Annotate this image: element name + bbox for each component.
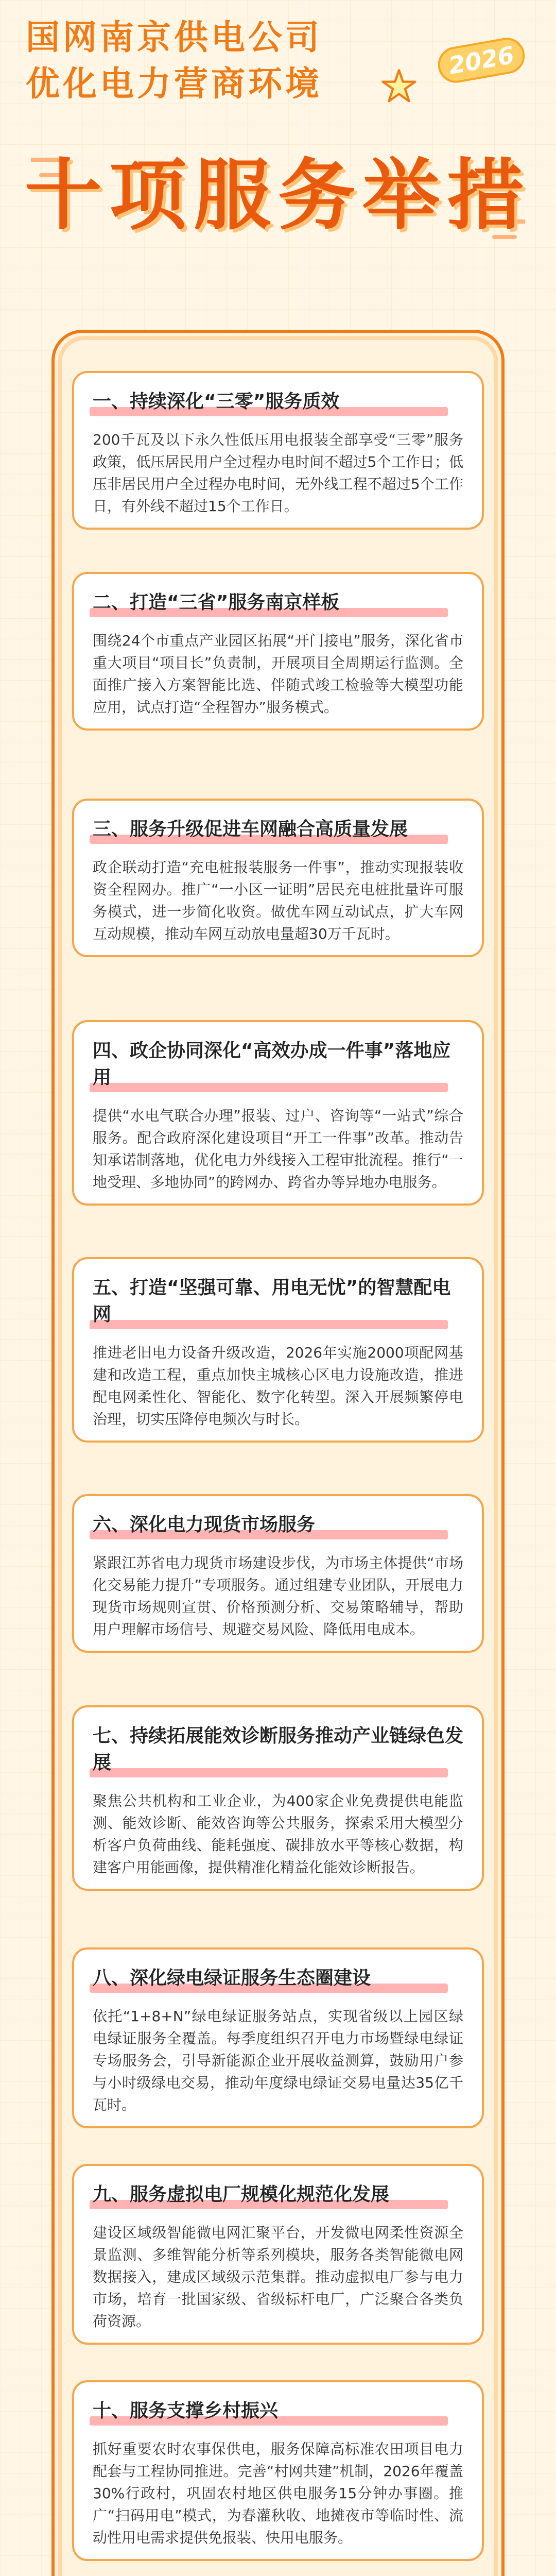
section-card-3: [72, 799, 484, 957]
section-card-5: [72, 1257, 484, 1443]
section-card-9: [72, 2164, 484, 2345]
section-body: 聚焦公共机构和工业企业，为400家企业免费提供电能监测、能效诊断、能效咨询等公共服务，探索采用大模型分析客户负荷曲线、能耗强度、碳排放水平等核心数据，构建客户用能画像，提供精准化精益化能效诊断报告。: [93, 1792, 463, 1876]
section-title: 二、打造“三省”服务南京样板: [88, 589, 468, 620]
section-card-7: [72, 1705, 484, 1891]
section-card-6: [72, 1494, 484, 1653]
section-body: 建设区域级智能微电网汇聚平台，开发微电网柔性资源全景监测、多维智能分析等系列模块，服务各类智能微电网数据接入，建成区域级示范集群。推动虚拟电厂参与电力市场，培育一批国家级、省级标杆电厂，广泛聚合各类负荷资源。: [93, 2224, 463, 2330]
section-title: 一、持续深化“三零”服务质效: [88, 388, 468, 419]
section-body: 依托“1+8+N”绿电绿证服务站点，实现省级以上园区绿电绿证服务全覆盖。每季度组织召开电力市场暨绿电绿证专场服务会，引导新能源企业开展收益测算，鼓励用户参与小时级绿电交易，推动年度绿电绿证交易电量达35亿千瓦时。: [93, 2008, 463, 2113]
section-title: 五、打造“坚强可靠、用电无忧”的智慧配电网: [88, 1275, 468, 1332]
section-title: 九、服务虚拟电厂规模化规范化发展: [88, 2181, 468, 2212]
section-body: 抓好重要农时农事保供电，服务保障高标准农田项目电力配套与工程协同推进。完善“村网共建”机制，2026年覆盖30%行政村，巩固农村地区供电服务15分钟办事圈。推广“扫码用电”模式，为春灌秋收、地摊夜市等临时性、流动性用电需求提供免报装、快用电服务。: [93, 2441, 463, 2546]
section-title: 八、深化绿电绿证服务生态圈建设: [88, 1965, 468, 1996]
section-body: 推进老旧电力设备升级改造，2026年实施2000项配网基建和改造工程，重点加快主城核心区电力设施改造，推进配电网柔性化、智能化、数字化转型。深入开展频繁停电治理，切实压降停电频次与时长。: [93, 1344, 463, 1428]
header-subtitle: 优化电力营商环境: [26, 64, 322, 104]
section-body: 紧跟江苏省电力现货市场建设步伐，为市场主体提供“市场化交易能力提升”专项服务。通过组建专业团队，开展电力现货市场规则宣贯、价格预测分析、交易策略辅导，帮助用户理解市场信号、规避交易风险、降低用电成本。: [93, 1554, 463, 1638]
section-title: 四、政企协同深化“高效办成一件事”落地应用: [88, 1038, 468, 1095]
section-title: 七、持续拓展能效诊断服务推动产业链绿色发展: [88, 1723, 468, 1781]
section-title: 十、服务支撑乡村振兴: [88, 2398, 468, 2429]
star-icon: [381, 68, 417, 104]
section-card-2: [72, 572, 484, 731]
main-title: 十项服务举措: [24, 151, 531, 241]
section-card-10: [72, 2380, 484, 2561]
section-body: 提供“水电气联合办理”报装、过户、咨询等“一站式”综合服务。配合政府深化建设项目“开工一件事”改革。推动告知承诺制落地，优化电力外线接入工程审批流程。推行“一地受理、多地协同”的跨网办、跨省办等异地办电服务。: [93, 1107, 463, 1191]
header: [0, 0, 556, 268]
year-badge: 2026: [435, 35, 528, 86]
section-card-4: [72, 1020, 484, 1206]
company-name: 国网南京供电公司: [26, 18, 322, 57]
section-body: 围绕24个市重点产业园区拓展“开门接电”服务，深化省市重大项目“项目长”负责制，开展项目全周期运行监测。全面推广接入方案智能比选、伴随式竣工检验等大模型功能应用，试点打造“全程智办”服务模式。: [93, 632, 463, 716]
section-body: 200千瓦及以下永久性低压用电报装全部享受“三零”服务政策，低压居民用户全过程办电时间不超过5个工作日；低压非居民用户全过程办电时间，无外线工程不超过5个工作日，有外线不超过15个工作日。: [93, 431, 463, 515]
section-body: 政企联动打造“充电桩报装服务一件事”，推动实现报装收资全程网办。推广“一小区一证明”居民充电桩批量许可服务模式，进一步简化收资。做优车网互动试点，扩大车网互动规模，推动车网互动放电量超30万千瓦时。: [93, 859, 463, 942]
section-card-8: [72, 1947, 484, 2128]
section-title: 六、深化电力现货市场服务: [88, 1512, 468, 1543]
section-card-1: [72, 371, 484, 530]
section-title: 三、服务升级促进车网融合高质量发展: [88, 816, 468, 847]
